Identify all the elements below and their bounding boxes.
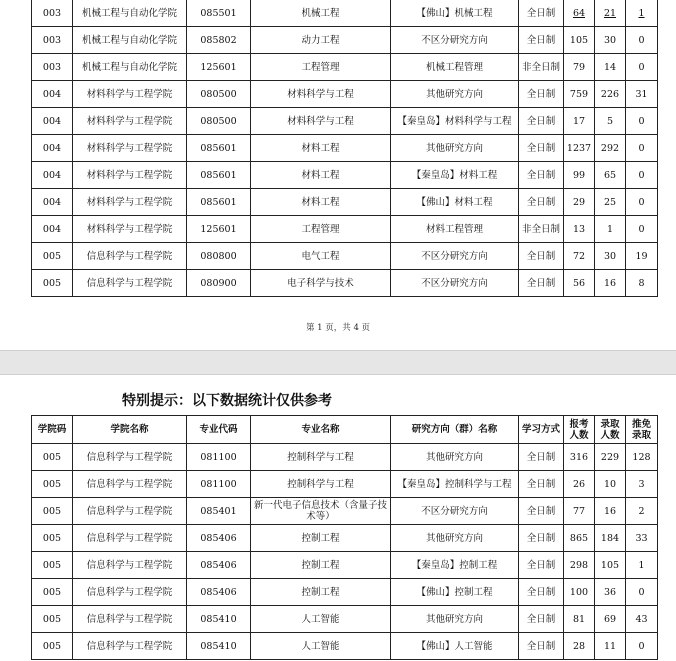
research-direction-cell: 不区分研究方向 bbox=[391, 498, 519, 525]
college-name-cell: 材料科学与工程学院 bbox=[73, 162, 187, 189]
exempt-count-cell: 0 bbox=[626, 579, 658, 606]
major-code-cell: 081100 bbox=[187, 471, 251, 498]
study-mode-cell: 全日制 bbox=[519, 81, 564, 108]
table-row bbox=[32, 243, 658, 270]
exempt-count-cell: 1 bbox=[626, 552, 658, 579]
header-exempt-line-1: 推免 bbox=[631, 418, 651, 430]
major-name-cell: 控制工程 bbox=[251, 579, 391, 606]
college-code-cell: 003 bbox=[32, 27, 73, 54]
college-name-cell: 材料科学与工程学院 bbox=[73, 81, 187, 108]
research-direction-cell: 其他研究方向 bbox=[391, 606, 519, 633]
header-major-name: 专业名称 bbox=[251, 416, 391, 444]
major-name-cell: 新一代电子信息技术（含量子技术等） bbox=[251, 498, 391, 525]
study-mode-cell: 全日制 bbox=[519, 189, 564, 216]
exempt-count-cell: 8 bbox=[626, 270, 658, 297]
table-row bbox=[32, 54, 658, 81]
major-name-cell: 工程管理 bbox=[251, 216, 391, 243]
college-name-cell: 信息科学与工程学院 bbox=[73, 525, 187, 552]
header-college-name: 学院名称 bbox=[73, 416, 187, 444]
applied-count-cell: 64 bbox=[564, 0, 595, 27]
admitted-count-cell: 69 bbox=[595, 606, 626, 633]
research-direction-cell: 【佛山】材料工程 bbox=[391, 189, 519, 216]
research-direction-cell: 【佛山】机械工程 bbox=[391, 0, 519, 27]
major-name-cell: 人工智能 bbox=[251, 606, 391, 633]
college-code-cell: 005 bbox=[32, 270, 73, 297]
college-code-cell: 005 bbox=[32, 525, 73, 552]
applied-count-cell: 100 bbox=[564, 579, 595, 606]
table-row bbox=[32, 579, 658, 606]
exempt-count-cell: 0 bbox=[626, 633, 658, 660]
table-header-row bbox=[32, 416, 658, 444]
major-name-cell: 机械工程 bbox=[251, 0, 391, 27]
research-direction-cell: 不区分研究方向 bbox=[391, 270, 519, 297]
applied-count-cell: 298 bbox=[564, 552, 595, 579]
major-code-cell: 085802 bbox=[187, 27, 251, 54]
header-applied-count bbox=[564, 416, 595, 444]
applied-count-cell: 865 bbox=[564, 525, 595, 552]
applied-count-cell: 105 bbox=[564, 27, 595, 54]
applied-count-cell: 13 bbox=[564, 216, 595, 243]
college-name-cell: 信息科学与工程学院 bbox=[73, 471, 187, 498]
research-direction-cell: 【秦皇岛】材料科学与工程 bbox=[391, 108, 519, 135]
table-body bbox=[32, 444, 658, 660]
college-code-cell: 004 bbox=[32, 108, 73, 135]
table-row bbox=[32, 270, 658, 297]
table-row bbox=[32, 108, 658, 135]
admissions-table-page-2 bbox=[31, 415, 658, 660]
exempt-count-cell: 2 bbox=[626, 498, 658, 525]
study-mode-cell: 非全日制 bbox=[519, 216, 564, 243]
admitted-count-cell: 292 bbox=[595, 135, 626, 162]
major-code-cell: 125601 bbox=[187, 216, 251, 243]
header-exempt-admitted bbox=[626, 416, 658, 444]
college-name-cell: 信息科学与工程学院 bbox=[73, 270, 187, 297]
college-code-cell: 004 bbox=[32, 81, 73, 108]
college-name-cell: 信息科学与工程学院 bbox=[73, 243, 187, 270]
college-code-cell: 004 bbox=[32, 189, 73, 216]
major-code-cell: 085601 bbox=[187, 189, 251, 216]
applied-count-cell: 759 bbox=[564, 81, 595, 108]
header-applied-line-1: 报考 bbox=[569, 418, 589, 430]
header-exempt-line-2: 录取 bbox=[631, 429, 651, 441]
admitted-count-cell: 226 bbox=[595, 81, 626, 108]
exempt-count-cell: 0 bbox=[626, 27, 658, 54]
college-name-cell: 信息科学与工程学院 bbox=[73, 498, 187, 525]
admitted-count-cell: 10 bbox=[595, 471, 626, 498]
page-number: 第 1 页，共 4 页 bbox=[305, 323, 371, 333]
major-name-cell: 控制工程 bbox=[251, 552, 391, 579]
table-row bbox=[32, 162, 658, 189]
major-code-cell: 085401 bbox=[187, 498, 251, 525]
applied-count-cell: 17 bbox=[564, 108, 595, 135]
header-study-mode: 学习方式 bbox=[519, 416, 564, 444]
study-mode-cell: 全日制 bbox=[519, 135, 564, 162]
study-mode-cell: 全日制 bbox=[519, 552, 564, 579]
research-direction-cell: 其他研究方向 bbox=[391, 81, 519, 108]
college-code-cell: 005 bbox=[32, 633, 73, 660]
research-direction-cell: 材料工程管理 bbox=[391, 216, 519, 243]
major-name-cell: 动力工程 bbox=[251, 27, 391, 54]
major-code-cell: 085410 bbox=[187, 606, 251, 633]
major-name-cell: 材料科学与工程 bbox=[251, 108, 391, 135]
exempt-count-cell: 0 bbox=[626, 162, 658, 189]
admitted-count-cell: 184 bbox=[595, 525, 626, 552]
table-row bbox=[32, 135, 658, 162]
table-row bbox=[32, 81, 658, 108]
table-row bbox=[32, 189, 658, 216]
admitted-count-cell: 25 bbox=[595, 189, 626, 216]
study-mode-cell: 全日制 bbox=[519, 0, 564, 27]
admitted-count-cell: 11 bbox=[595, 633, 626, 660]
exempt-count-cell: 1 bbox=[626, 0, 658, 27]
major-name-cell: 材料工程 bbox=[251, 162, 391, 189]
college-code-cell: 005 bbox=[32, 444, 73, 471]
study-mode-cell: 全日制 bbox=[519, 243, 564, 270]
college-code-cell: 003 bbox=[32, 0, 73, 27]
admitted-count-cell: 30 bbox=[595, 243, 626, 270]
research-direction-cell: 不区分研究方向 bbox=[391, 243, 519, 270]
applied-count-cell: 77 bbox=[564, 498, 595, 525]
major-name-cell: 材料科学与工程 bbox=[251, 81, 391, 108]
major-code-cell: 085601 bbox=[187, 135, 251, 162]
admitted-count-cell: 229 bbox=[595, 444, 626, 471]
major-name-cell: 材料工程 bbox=[251, 135, 391, 162]
exempt-count-cell: 128 bbox=[626, 444, 658, 471]
study-mode-cell: 全日制 bbox=[519, 579, 564, 606]
page-separator bbox=[0, 350, 676, 375]
study-mode-cell: 全日制 bbox=[519, 270, 564, 297]
table-row bbox=[32, 27, 658, 54]
exempt-count-cell: 0 bbox=[626, 189, 658, 216]
research-direction-cell: 【秦皇岛】材料工程 bbox=[391, 162, 519, 189]
college-name-cell: 机械工程与自动化学院 bbox=[73, 0, 187, 27]
college-code-cell: 005 bbox=[32, 606, 73, 633]
exempt-count-cell: 33 bbox=[626, 525, 658, 552]
college-code-cell: 005 bbox=[32, 579, 73, 606]
college-name-cell: 材料科学与工程学院 bbox=[73, 108, 187, 135]
applied-count-cell: 28 bbox=[564, 633, 595, 660]
major-code-cell: 080500 bbox=[187, 81, 251, 108]
admitted-count-cell: 105 bbox=[595, 552, 626, 579]
college-name-cell: 材料科学与工程学院 bbox=[73, 189, 187, 216]
admitted-count-cell: 5 bbox=[595, 108, 626, 135]
college-name-cell: 信息科学与工程学院 bbox=[73, 633, 187, 660]
major-name-cell: 电气工程 bbox=[251, 243, 391, 270]
applied-count-cell: 29 bbox=[564, 189, 595, 216]
study-mode-cell: 全日制 bbox=[519, 27, 564, 54]
major-name-cell: 控制科学与工程 bbox=[251, 444, 391, 471]
college-name-cell: 信息科学与工程学院 bbox=[73, 552, 187, 579]
study-mode-cell: 全日制 bbox=[519, 471, 564, 498]
college-code-cell: 004 bbox=[32, 135, 73, 162]
applied-count-cell: 316 bbox=[564, 444, 595, 471]
major-name-cell: 电子科学与技术 bbox=[251, 270, 391, 297]
header-college-code: 学院码 bbox=[32, 416, 73, 444]
exempt-count-cell: 31 bbox=[626, 81, 658, 108]
table-row bbox=[32, 216, 658, 243]
college-code-cell: 004 bbox=[32, 162, 73, 189]
college-code-cell: 003 bbox=[32, 54, 73, 81]
study-mode-cell: 全日制 bbox=[519, 525, 564, 552]
research-direction-cell: 其他研究方向 bbox=[391, 525, 519, 552]
exempt-count-cell: 0 bbox=[626, 216, 658, 243]
exempt-count-cell: 0 bbox=[626, 108, 658, 135]
exempt-count-cell: 3 bbox=[626, 471, 658, 498]
table-row bbox=[32, 633, 658, 660]
college-name-cell: 材料科学与工程学院 bbox=[73, 216, 187, 243]
notice-heading: 特别提示：以下数据统计仅供参考 bbox=[122, 393, 332, 409]
major-code-cell: 080800 bbox=[187, 243, 251, 270]
header-research-direction: 研究方向（群）名称 bbox=[391, 416, 519, 444]
major-name-cell: 人工智能 bbox=[251, 633, 391, 660]
college-name-cell: 信息科学与工程学院 bbox=[73, 606, 187, 633]
major-code-cell: 085406 bbox=[187, 552, 251, 579]
admitted-count-cell: 30 bbox=[595, 27, 626, 54]
college-name-cell: 机械工程与自动化学院 bbox=[73, 54, 187, 81]
college-code-cell: 005 bbox=[32, 471, 73, 498]
research-direction-cell: 其他研究方向 bbox=[391, 135, 519, 162]
header-applied-line-2: 人数 bbox=[569, 429, 589, 441]
table-row bbox=[32, 444, 658, 471]
research-direction-cell: 【秦皇岛】控制工程 bbox=[391, 552, 519, 579]
major-code-cell: 125601 bbox=[187, 54, 251, 81]
admitted-count-cell: 16 bbox=[595, 498, 626, 525]
admitted-count-cell: 1 bbox=[595, 216, 626, 243]
study-mode-cell: 全日制 bbox=[519, 108, 564, 135]
research-direction-cell: 【佛山】人工智能 bbox=[391, 633, 519, 660]
applied-count-cell: 56 bbox=[564, 270, 595, 297]
major-code-cell: 081100 bbox=[187, 444, 251, 471]
applied-count-cell: 99 bbox=[564, 162, 595, 189]
major-code-cell: 085406 bbox=[187, 579, 251, 606]
admissions-table-page-1 bbox=[31, 0, 658, 297]
document-page-2 bbox=[0, 375, 676, 661]
table-row bbox=[32, 525, 658, 552]
major-name-cell: 控制工程 bbox=[251, 525, 391, 552]
admitted-count-cell: 36 bbox=[595, 579, 626, 606]
header-admitted-line-2: 人数 bbox=[600, 429, 620, 441]
exempt-count-cell: 43 bbox=[626, 606, 658, 633]
college-code-cell: 005 bbox=[32, 498, 73, 525]
study-mode-cell: 全日制 bbox=[519, 444, 564, 471]
college-name-cell: 信息科学与工程学院 bbox=[73, 579, 187, 606]
applied-count-cell: 81 bbox=[564, 606, 595, 633]
college-name-cell: 机械工程与自动化学院 bbox=[73, 27, 187, 54]
college-name-cell: 信息科学与工程学院 bbox=[73, 444, 187, 471]
major-code-cell: 080900 bbox=[187, 270, 251, 297]
study-mode-cell: 非全日制 bbox=[519, 54, 564, 81]
major-code-cell: 085410 bbox=[187, 633, 251, 660]
table-row bbox=[32, 471, 658, 498]
study-mode-cell: 全日制 bbox=[519, 498, 564, 525]
applied-count-cell: 72 bbox=[564, 243, 595, 270]
admitted-count-cell: 14 bbox=[595, 54, 626, 81]
table-row bbox=[32, 0, 658, 27]
table-row bbox=[32, 606, 658, 633]
major-code-cell: 080500 bbox=[187, 108, 251, 135]
exempt-count-cell: 0 bbox=[626, 135, 658, 162]
research-direction-cell: 机械工程管理 bbox=[391, 54, 519, 81]
research-direction-cell: 不区分研究方向 bbox=[391, 27, 519, 54]
major-code-cell: 085501 bbox=[187, 0, 251, 27]
table-row bbox=[32, 552, 658, 579]
study-mode-cell: 全日制 bbox=[519, 162, 564, 189]
college-code-cell: 005 bbox=[32, 243, 73, 270]
research-direction-cell: 【佛山】控制工程 bbox=[391, 579, 519, 606]
admitted-count-cell: 65 bbox=[595, 162, 626, 189]
major-name-cell: 控制科学与工程 bbox=[251, 471, 391, 498]
header-admitted-line-1: 录取 bbox=[600, 418, 620, 430]
college-name-cell: 材料科学与工程学院 bbox=[73, 135, 187, 162]
header-admitted-count bbox=[595, 416, 626, 444]
major-code-cell: 085406 bbox=[187, 525, 251, 552]
table-row bbox=[32, 498, 658, 525]
admitted-count-cell: 21 bbox=[595, 0, 626, 27]
college-code-cell: 004 bbox=[32, 216, 73, 243]
major-name-cell: 材料工程 bbox=[251, 189, 391, 216]
admitted-count-cell: 16 bbox=[595, 270, 626, 297]
applied-count-cell: 79 bbox=[564, 54, 595, 81]
major-name-cell: 工程管理 bbox=[251, 54, 391, 81]
exempt-count-cell: 0 bbox=[626, 54, 658, 81]
college-code-cell: 005 bbox=[32, 552, 73, 579]
exempt-count-cell: 19 bbox=[626, 243, 658, 270]
applied-count-cell: 1237 bbox=[564, 135, 595, 162]
header-major-code: 专业代码 bbox=[187, 416, 251, 444]
study-mode-cell: 全日制 bbox=[519, 606, 564, 633]
major-code-cell: 085601 bbox=[187, 162, 251, 189]
study-mode-cell: 全日制 bbox=[519, 633, 564, 660]
research-direction-cell: 其他研究方向 bbox=[391, 444, 519, 471]
research-direction-cell: 【秦皇岛】控制科学与工程 bbox=[391, 471, 519, 498]
table-body bbox=[32, 0, 658, 297]
applied-count-cell: 26 bbox=[564, 471, 595, 498]
